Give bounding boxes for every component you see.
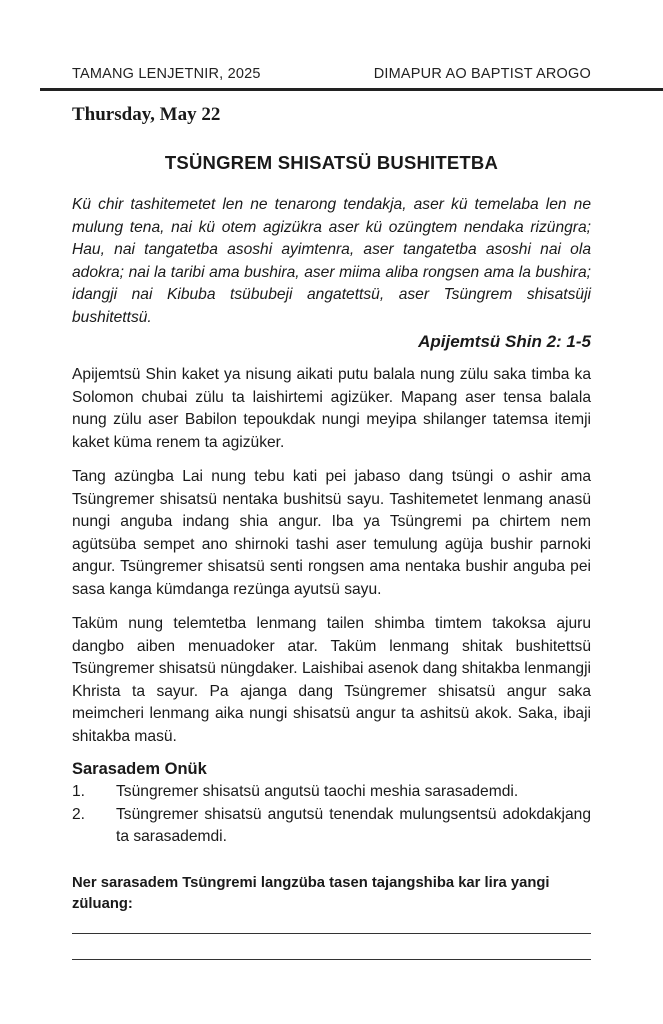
header-publication-title: TAMANG LENJETNIR, 2025 [72, 66, 261, 82]
list-item-text: Tsüngremer shisatsü angutsü tenendak mulungsentsü adokdakjang ta sarasademdi. [116, 805, 591, 845]
list-item-text: Tsüngremer shisatsü angutsü taochi meshia sarasademdi. [116, 783, 519, 800]
page-header [72, 66, 591, 82]
scripture-verse: Kü chir tashitemetet len ne tenarong tendakja, aser kü temelaba len ne mulung tena, nai kü otem agizükra aser kü ozüngtem nendaka rizüngra; Hau, nai tangatetba asoshi ayimtenra, aser tangatetba asoshi nai ola adokra; nai la taribi ama bushira, aser miima aliba rongsen ama la bushira; idangji nai Kibuba tsübubeji angatettsü, aser Tsüngrem shisatsüji bushitettsü. [72, 196, 591, 326]
reflection-heading: Sarasadem Onük [72, 760, 207, 778]
answer-line[interactable] [72, 933, 591, 934]
header-publisher: DIMAPUR AO BAPTIST AROGO [373, 66, 591, 82]
reflection-list [72, 781, 591, 849]
answer-line[interactable] [72, 959, 591, 960]
body-paragraph: Taküm nung telemtetba lenmang tailen shimba timtem takoksa ajuru dangbo aiben menuadoker atar. Taküm lenmang shitak bushitettsü Tsüngremer shisatsü nüngdaker. Laishibai asenok dang shitakba lenmangji Khrista ta sayur. Pa ajanga dang Tsüngremer shisatsü angur saka meimcheri lenmang aika nungi shisatsü angur ta ashitsü akok. Saka, ibaji shitakba masü. [72, 615, 591, 745]
writing-prompt: Ner sarasadem Tsüngremi langzüba tasen tajangshiba kar lira yangi züluang: [72, 874, 550, 912]
list-item [72, 781, 591, 804]
entry-date: Thursday, May 22 [72, 104, 221, 125]
list-item-number: 2. [72, 805, 86, 823]
page-title: TSÜNGREM SHISATSÜ BUSHITETBA [164, 152, 499, 173]
list-item [72, 804, 591, 849]
scripture-reference: Apijemtsü Shin 2: 1-5 [418, 332, 591, 351]
page-content [72, 104, 591, 960]
body-paragraph: Tang azüngba Lai nung tebu kati pei jabaso dang tsüngi o ashir ama Tsüngremer shisatsü nentaka bushitsü sayu. Tashitemetet lenmang anasü nungi anguba indang shia angur. Iba ya Tsüngremi pa chirtem nem agütsüba sempet ano shirnoki tashi aser temulung agüja bushir parnoki angur. Tsüngremer shisatsü senti rongsen ama nentaka bushir anguba pei sasa kanga kümdanga rezünga ayutsü sayu. [72, 468, 591, 598]
body-paragraph: Apijemtsü Shin kaket ya nisung aikati putu balala nung zülu saka timba ka Solomon chubai zülu ta laishirtemi agizüker. Mapang aser tensa balala nung zülu aser Babilon tepoukdak nungi meyipa shilanger tatemsa itemji kaket küma renem ta agizüker. [72, 366, 591, 451]
list-item-number: 1. [72, 783, 86, 800]
header-rule [40, 88, 663, 91]
